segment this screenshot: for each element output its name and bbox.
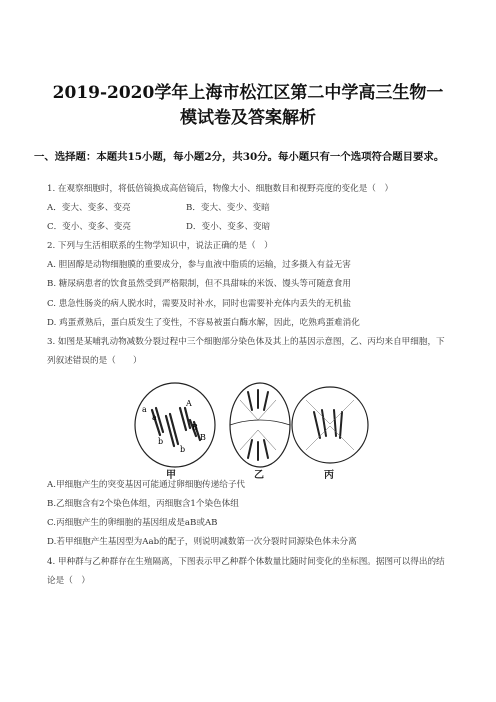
q1-option-d: D．变小、变多、变暗: [186, 222, 271, 232]
q4-stem-line-2: 论是（ ）: [47, 576, 90, 586]
doc-title-line-2: 模试卷及答案解析: [180, 108, 316, 128]
q3-option-c: C.丙细胞产生的卵细胞的基因组成是aB或AB: [47, 518, 218, 528]
gene-a-lower-1: a: [142, 405, 147, 414]
q3-stem-line-2: 列叙述错误的是（ ）: [47, 356, 142, 366]
q3-option-a: A.甲细胞产生的突变基因可能通过卵细胞传递给子代: [47, 480, 246, 490]
cell-diagram: [130, 380, 370, 480]
q2-option-b: B. 糖尿病患者的饮食虽然受到严格限制，但不具甜味的米饭、馒头等可随意食用: [47, 279, 351, 289]
q1-options-row-2: [47, 220, 271, 232]
gene-b-lower-2: b: [180, 445, 186, 454]
q3-option-d: D.若甲细胞产生基因型为Aab的配子，则说明减数第一次分裂时同源染色体未分离: [47, 537, 357, 547]
q2-option-d: D. 鸡蛋煮熟后，蛋白质发生了变性，不容易被蛋白酶水解，因此，吃熟鸡蛋难消化: [47, 318, 360, 328]
q3-stem-line-1: 3. 如图是某哺乳动物减数分裂过程中三个细胞部分染色体及其上的基因示意图，乙、丙均来自甲细胞，下: [47, 337, 445, 347]
gene-b-upper-2: B: [200, 433, 206, 442]
gene-b-upper-1: B: [192, 423, 198, 432]
q1-options-row-1: [47, 201, 270, 213]
q2-option-c: C. 患急性肠炎的病人脱水时，需要及时补水，同时也需要补充体内丢失的无机盐: [47, 299, 351, 309]
q3-figure-cells: [130, 380, 370, 480]
q3-option-b: B.乙细胞含有2个染色体组，丙细胞含1个染色体组: [47, 499, 239, 509]
q2-stem: 2. 下列与生活相联系的生物学知识中，说法正确的是（ ）: [47, 241, 273, 251]
q2-option-a: A. 胆固醇是动物细胞膜的重要成分，参与血液中脂质的运输，过多摄入有益无害: [47, 260, 351, 270]
cell-yi: [230, 383, 290, 467]
label-yi: 乙: [254, 470, 264, 481]
cell-jia: [135, 383, 215, 467]
label-bing: 丙: [324, 470, 334, 481]
gene-a-upper: A: [186, 399, 192, 408]
label-jia: 甲: [166, 470, 176, 481]
q1-option-c: C．变小、变多、变亮: [47, 222, 131, 232]
cell-bing: [292, 387, 368, 463]
section-heading: 一、选择题：本题共15小题，每小题2分，共30分。每小题只有一个选项符合题目要求。: [34, 151, 445, 163]
q1-option-a: A．变大、变多、变亮: [47, 203, 131, 213]
gene-b-lower-1: b: [158, 437, 164, 446]
doc-title-line-1: 2019-2020学年上海市松江区第二中学高三生物一: [52, 83, 444, 103]
q1-option-b: B．变大、变少、变暗: [186, 203, 270, 213]
q4-stem-line-1: 4. 甲种群与乙种群存在生殖隔离，下图表示甲乙种群个体数量比随时间变化的坐标图。据图可以得出的结: [47, 557, 445, 567]
q1-stem: 1. 在观察细胞时，将低倍镜换成高倍镜后，物像大小、细胞数目和视野亮度的变化是（ ）: [47, 184, 394, 194]
gene-a-lower-2: a: [152, 413, 157, 422]
